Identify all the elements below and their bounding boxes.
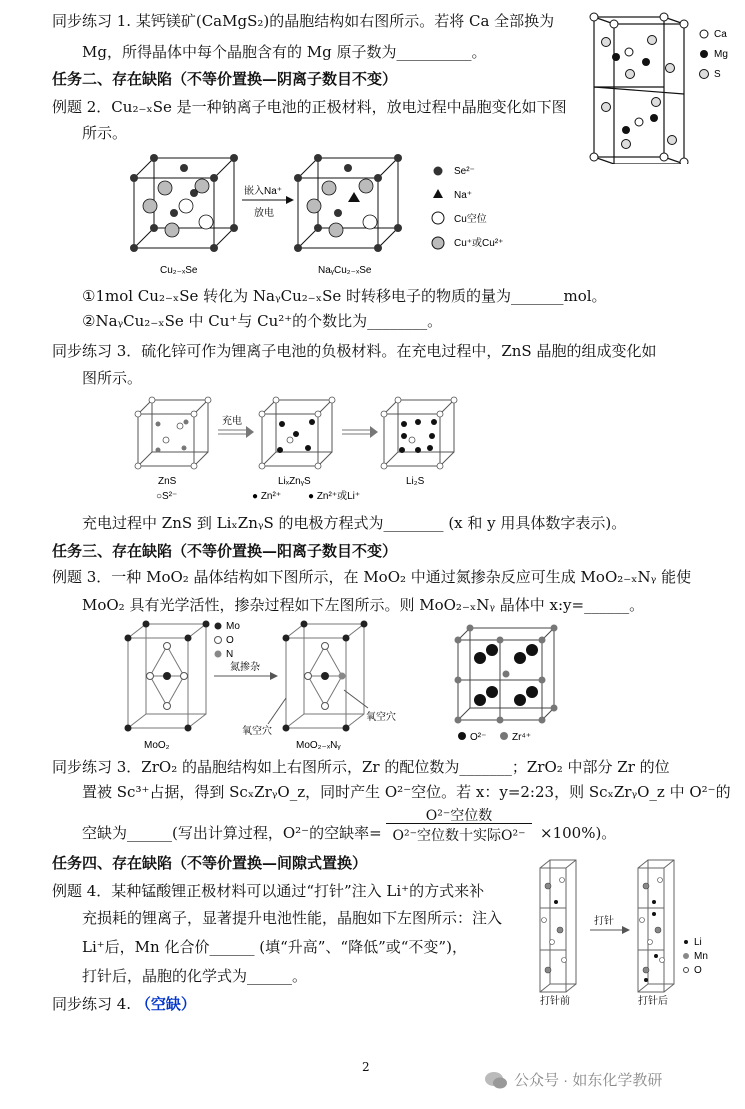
text-line: 打针后，晶胞的化学式为______。 [82,967,308,985]
oxygen-vacancy-label-2: 氧空穴 [242,726,272,737]
fraction-numerator: O²⁻空位数 [425,808,493,824]
watermark-text: 公众号 · 如东化学教研 [514,1072,663,1089]
legend-zn-li: ● Zn²⁺或Li⁺ [308,491,361,502]
legend-mn: Mn [694,951,708,962]
legend-s: S [714,69,721,80]
legend-o: O [226,635,234,646]
arrow-top-label: 嵌入Na⁺ [244,186,283,197]
moo2-crystal-figure [118,616,408,752]
cuse-crystal-figure [120,148,560,280]
text-line [52,993,196,1015]
zro2-crystal-figure [448,620,568,746]
moo2-label: MoO₂ [144,740,170,751]
doping-arrow-label: 氮掺杂 [230,662,260,673]
legend-o2: O²⁻ [470,732,487,743]
text-line: 置被 Sc³⁺占据，得到 ScₓZrᵧO_z，同时产生 O²⁻空位。若 x：y=2:23，则 ScₓZrᵧO_z 中 O²⁻的 [82,783,731,801]
lixznys-label: LiₓZnᵧS [278,476,311,487]
left-cell-label: Cu₂₋ₓSe [160,265,198,276]
text-line-label: 同步练习 4. [52,995,132,1013]
li2s-label: Li₂S [406,476,425,487]
text-line: 例题 4．某种锰酸锂正极材料可以通过“打针”注入 Li⁺的方式来补 [52,882,485,900]
right-cell-label: NaᵧCu₂₋ₓSe [318,265,372,276]
legend-mg: Mg [714,49,728,60]
text-line: MoO₂ 具有光学活性，掺杂过程如下左图所示。则 MoO₂₋ₓNᵧ 晶体中 x:y=______。 [82,596,645,614]
zns-arrow-label: 充电 [222,416,242,427]
injection-arrow-label: 打针 [594,916,614,927]
text-line: Mg，所得晶体中每个晶胞含有的 Mg 原子数为__________。 [82,43,487,61]
legend-cu-vacancy: Cu空位 [454,214,487,225]
legend-se: Se²⁻ [454,166,475,177]
text-line: 充损耗的锂离子，显著提升电池性能，晶胞如下左图所示：注入 [82,909,503,927]
text-line: 空缺为______(写出计算过程，O²⁻的空缺率= [82,824,382,842]
text-line: 同步练习 3．ZrO₂ 的晶胞结构如上右图所示，Zr 的配位数为_______；ZrO₂ 中部分 Zr 的位 [52,758,670,776]
text-line: 充电过程中 ZnS 到 LiₓZnᵧS 的电极方程式为________ (x 和 y 用具体数字表示)。 [82,514,627,532]
text-line: 图所示。 [82,369,143,387]
text-line: 例题 3．一种 MoO₂ 晶体结构如下图所示，在 MoO₂ 中通过氮掺杂反应可生成 MoO₂₋ₓNᵧ 能使 [52,568,692,586]
blank-marker: （空缺） [135,995,196,1013]
legend-s2: ○S²⁻ [156,491,178,502]
page-number: 2 [362,1060,370,1074]
text-line: 同步练习 3．硫化锌可作为锂离子电池的负极材料。在充电过程中，ZnS 晶胞的组成变化如 [52,342,657,360]
legend-o-limn: O [694,965,702,976]
legend-ca: Ca [714,29,727,40]
moo2xny-label: MoO₂₋ₓNᵧ [296,740,341,751]
legend-zr4: Zr⁴⁺ [512,732,532,743]
before-label: 打针前 [540,996,570,1007]
text-line: ②NaᵧCu₂₋ₓSe 中 Cu⁺与 Cu²⁺的个数比为________。 [82,312,443,330]
text-line: Li⁺后，Mn 化合价______ (填“升高”、“降低”或“不变”)， [82,938,467,956]
legend-mo: Mo [226,621,240,632]
legend-zn: ● Zn²⁺ [252,491,282,502]
section-heading: 任务三、存在缺陷（不等价置换—阳离子数目不变） [52,542,398,560]
zns-crystal-figure [128,392,478,504]
legend-n: N [226,649,234,660]
text-line: ①1mol Cu₂₋ₓSe 转化为 NaᵧCu₂₋ₓSe 时转移电子的物质的量为_______mol。 [82,287,607,305]
text-line: ×100%)。 [540,824,617,842]
legend-na: Na⁺ [454,190,473,201]
arrow-bottom-label: 放电 [254,208,274,219]
text-line: 同步练习 1. 某钙镁矿(CaMgS₂)的晶胞结构如右图所示。若将 Ca 全部换为 [52,12,555,30]
text-line: 例题 2．Cu₂₋ₓSe 是一种钠离子电池的正极材料，放电过程中晶胞变化如下图 [52,98,567,116]
text-line: 所示。 [82,124,128,142]
fraction-bar [386,823,532,824]
section-heading: 任务四、存在缺陷（不等价置换—间隙式置换） [52,854,368,872]
zns-label: ZnS [158,476,177,487]
section-heading: 任务二、存在缺陷（不等价置换—阴离子数目不变） [52,70,398,88]
watermark [484,1069,662,1090]
wechat-icon [484,1070,508,1090]
oxygen-vacancy-label-1: 氧空穴 [366,712,396,723]
after-label: 打针后 [638,996,668,1007]
limno-crystal-figure [530,856,740,1008]
legend-cu-ion: Cu⁺或Cu²⁺ [454,238,504,249]
camgs-crystal-figure [586,12,738,164]
fraction-denominator: O²⁻空位数十实际O²⁻ [392,828,526,844]
legend-li: Li [694,937,702,948]
